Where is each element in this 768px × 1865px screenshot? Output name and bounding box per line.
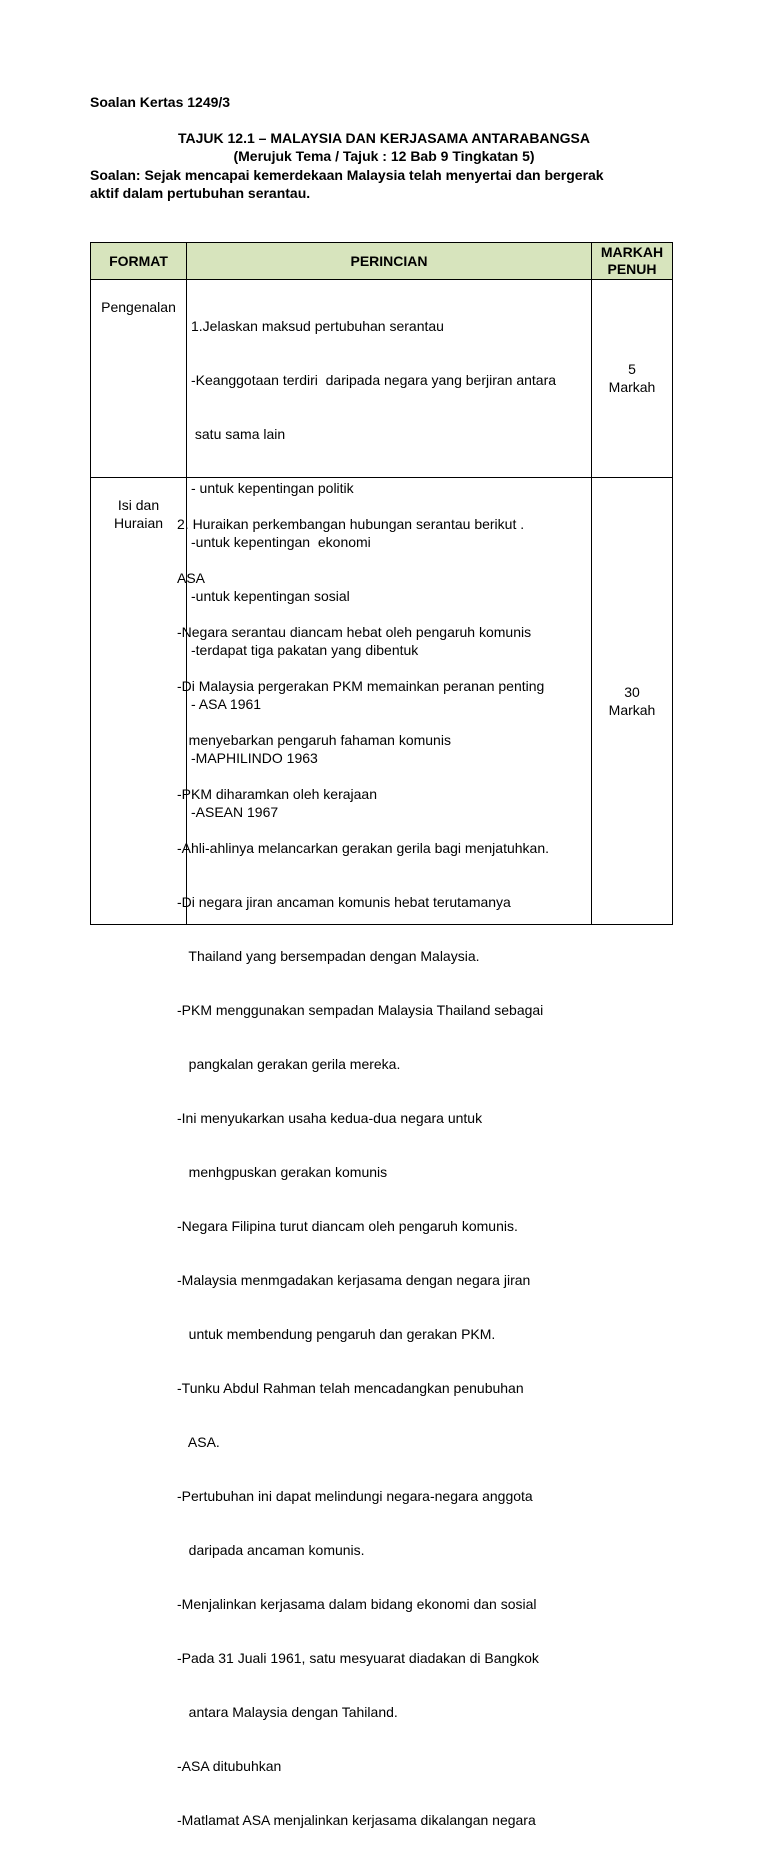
row1-markah-label: Markah [608,379,656,395]
row2-line: menhgpuskan gerakan komunis [177,1164,388,1180]
row1-line: -MAPHILINDO 1963 [191,750,318,766]
question-line-1: Soalan: Sejak mencapai kemerdekaan Malaysia telah menyertai dan bergerak [90,167,604,183]
header-format-label: FORMAT [109,252,168,269]
row1-line: -Keanggotaan terdiri daripada negara yang berjiran antara [191,372,557,388]
row2-line: -Di negara jiran ancaman komunis hebat terutamanya [177,894,511,910]
row2-line: menyebarkan pengaruh fahaman komunis [177,732,451,748]
document-code: Soalan Kertas 1249/3 [90,94,231,110]
header-markah-line2: PENUH [607,261,657,277]
row2-line: -Ahli-ahlinya melancarkan gerakan gerila bagi menjatuhkan. [177,840,549,856]
header-markah-line1: MARKAH [600,244,664,260]
row2-line: untuk membendung pengaruh dan gerakan PKM. [177,1326,496,1342]
header-cell-format [90,242,187,280]
row2-line: ASA. [177,1434,220,1450]
row2-format-cell [90,477,187,925]
question-text [90,166,680,202]
row2-line: pangkalan gerakan gerila mereka. [177,1056,401,1072]
row2-perincian-lines [177,479,549,1865]
row1-line: 1.Jelaskan maksud pertubuhan serantau [191,318,444,334]
row2-format-line1: Isi dan [117,497,160,513]
row2-line: -ASA ditubuhkan [177,1758,282,1774]
row2-line: -Pertubuhan ini dapat melindungi negara-negara anggota [177,1488,533,1504]
row1-line: -ASEAN 1967 [191,804,279,820]
row2-line: -Pada 31 Juali 1961, satu mesyuarat diadakan di Bangkok [177,1650,539,1666]
row2-line: -Menjalinkan kerjasama dalam bidang ekonomi dan sosial [177,1596,537,1612]
row1-format-cell [90,279,187,478]
header-perincian-label: PERINCIAN [350,252,428,269]
row2-line: -Malaysia menmgadakan kerjasama dengan negara jiran [177,1272,531,1288]
row1-line: -terdapat tiga pakatan yang dibentuk [191,642,419,658]
row2-markah-value: 30 [624,684,640,700]
row1-line: - ASA 1961 [191,696,262,712]
row1-format-text: Pengenalan [101,299,176,315]
row1-perincian-lines [191,281,556,857]
row2-line: 2. Huraikan perkembangan hubungan serantau berikut . [177,516,525,532]
row2-markah-label: Markah [608,702,656,718]
row2-line: -PKM menggunakan sempadan Malaysia Thailand sebagai [177,1002,544,1018]
row2-line: Thailand yang bersempadan dengan Malaysia. [177,948,480,964]
header-cell-perincian [186,242,592,280]
row2-line: -Tunku Abdul Rahman telah mencadangkan penubuhan [177,1380,524,1396]
row2-line: -Matlamat ASA menjalinkan kerjasama dikalangan negara [177,1812,536,1828]
row1-markah-cell [591,279,673,478]
row2-markah-cell [591,477,673,925]
row1-line: -untuk kepentingan ekonomi [191,534,371,550]
row2-line: -PKM diharamkan oleh kerajaan [177,786,377,802]
document-subtitle: (Merujuk Tema / Tajuk : 12 Bab 9 Tingkatan 5) [233,148,535,164]
row2-line: -Negara Filipina turut diancam oleh pengaruh komunis. [177,1218,518,1234]
row2-line: -Negara serantau diancam hebat oleh pengaruh komunis [177,624,532,640]
row2-line: ASA [177,570,206,586]
row2-line: -Ini menyukarkan usaha kedua-dua negara untuk [177,1110,483,1126]
row2-perincian-clip [177,478,591,1828]
row2-line: daripada ancaman komunis. [177,1542,365,1558]
row2-markah-text [592,683,672,719]
row2-format-line2: Huraian [113,515,164,531]
row2-line: antara Malaysia dengan Tahiland. [177,1704,398,1720]
document-title: TAJUK 12.1 – MALAYSIA DAN KERJASAMA ANTARABANGSA [177,130,590,146]
row1-line: - untuk kepentingan politik [191,480,354,496]
row2-perincian-cell [177,477,592,1828]
row2-format-text [91,496,186,532]
row1-markah-text [592,360,672,396]
row1-line: -untuk kepentingan sosial [191,588,350,604]
row2-line: -Di Malaysia pergerakan PKM memainkan peranan penting [177,678,545,694]
row1-line: satu sama lain [191,426,286,442]
question-line-2: aktif dalam pertubuhan serantau. [90,185,311,201]
row1-markah-value: 5 [628,361,636,377]
header-cell-markah [591,242,673,280]
